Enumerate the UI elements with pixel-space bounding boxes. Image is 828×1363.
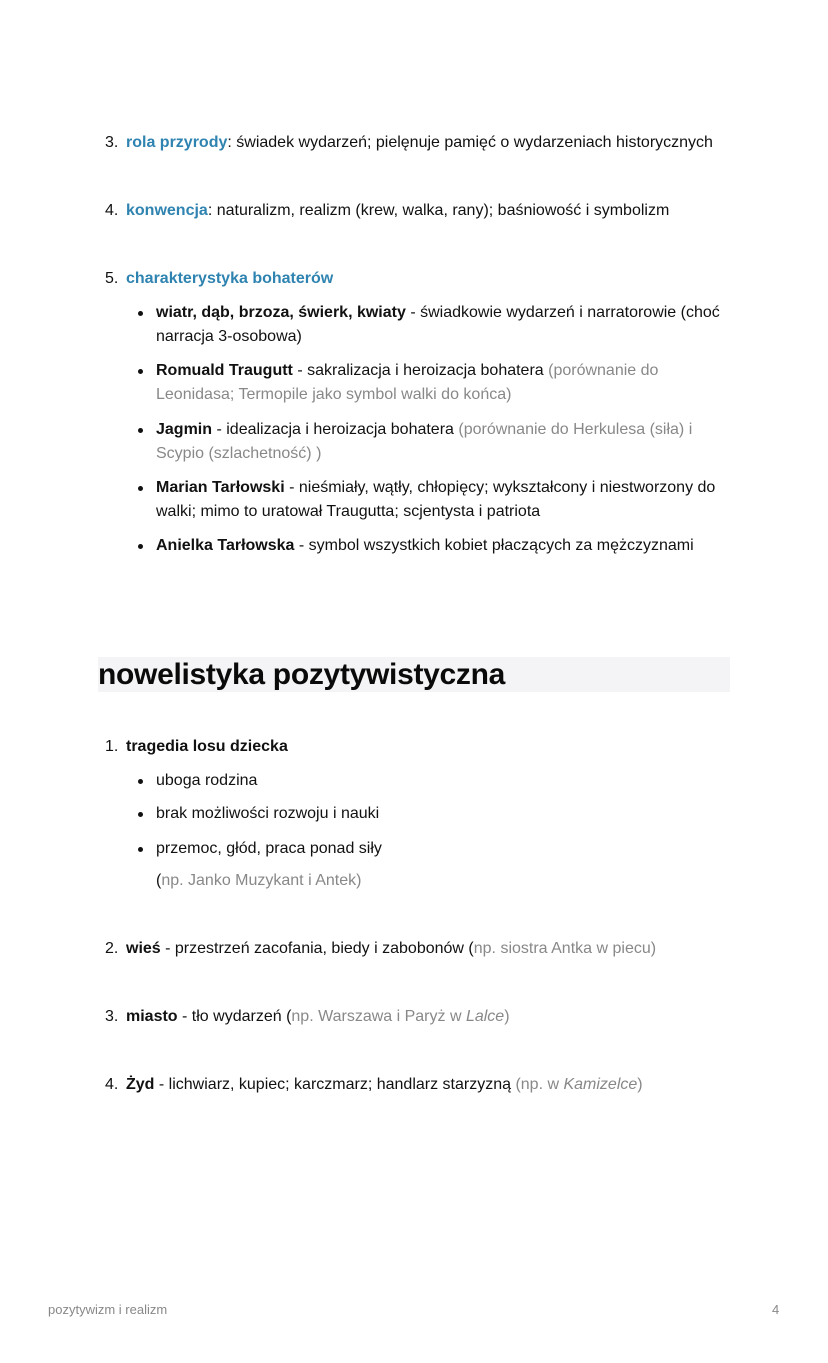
character-description: - sakralizacja i heroizacja bohatera <box>292 362 549 379</box>
description: - tło wydarzeń <box>177 1008 287 1025</box>
character-note: (porównanie do Herkulesa (siła) i Scypio (szlachetność) ) <box>156 421 693 462</box>
example-note <box>133 869 733 893</box>
term: konwencja <box>126 202 208 219</box>
list-bullet <box>133 802 733 826</box>
paren: ( <box>468 940 474 957</box>
term: wieś <box>126 940 161 957</box>
item-number: 5. <box>105 270 119 287</box>
bullet-icon <box>138 847 143 852</box>
term: Żyd <box>126 1076 155 1093</box>
character-name: Romuald Traugutt <box>156 362 293 379</box>
term: tragedia losu dziecka <box>126 738 288 755</box>
example-text: (np. w <box>515 1076 564 1093</box>
list-item-zyd <box>105 1073 735 1097</box>
work-title: Kamizelce <box>563 1076 638 1093</box>
list-item-rola-przyrody <box>105 131 735 155</box>
bullet-text: brak możliwości rozwoju i nauki <box>156 805 380 822</box>
list-item-tragedia <box>105 735 735 759</box>
list-item-charakterystyka <box>105 267 735 291</box>
description: - przestrzeń zacofania, biedy i zabobonów <box>160 940 469 957</box>
item-number: 4. <box>105 1076 119 1093</box>
character-name: Anielka Tarłowska <box>156 537 295 554</box>
item-number: 4. <box>105 202 119 219</box>
item-number: 1. <box>105 738 119 755</box>
character-name: Marian Tarłowski <box>156 479 285 496</box>
character-name: Jagmin <box>156 421 213 438</box>
character-item <box>133 301 733 349</box>
example-text: np. Warszawa i Paryż w <box>291 1008 466 1025</box>
character-item <box>133 534 733 558</box>
list-bullet <box>133 769 733 793</box>
list-item-wies <box>105 937 735 961</box>
character-item <box>133 418 733 466</box>
paren: ( <box>286 1008 292 1025</box>
item-number: 3. <box>105 1008 119 1025</box>
bullet-icon <box>138 311 143 316</box>
paren: ) <box>637 1076 643 1093</box>
description: - lichwiarz, kupiec; karczmarz; handlarz starzyzną <box>154 1076 516 1093</box>
item-number: 3. <box>105 134 119 151</box>
description: świadek wydarzeń; pielęnuje pamięć o wydarzeniach historycznych <box>231 134 713 151</box>
paren: ) <box>504 1008 510 1025</box>
example-text: np. siostra Antka w piecu <box>473 940 651 957</box>
separator: : <box>227 134 232 151</box>
bullet-icon <box>138 486 143 491</box>
list-bullet <box>133 837 733 861</box>
bullet-icon <box>138 544 143 549</box>
section-heading: nowelistyka pozytywistyczna <box>98 657 730 692</box>
bullet-icon <box>138 779 143 784</box>
work-title: Lalce <box>465 1008 505 1025</box>
term: rola przyrody <box>126 134 228 151</box>
paren: ) <box>356 872 362 889</box>
page-number: 4 <box>772 1302 780 1317</box>
bullet-text: uboga rodzina <box>156 772 258 789</box>
character-description: - nieśmiały, wątły, chłopięcy; wykształcony i niestworzony do walki; mimo to uratował Traugutta; scjentysta i patriota <box>156 479 716 520</box>
bullet-icon <box>138 812 143 817</box>
character-item <box>133 359 733 407</box>
example-text: np. Janko Muzykant i Antek <box>161 872 357 889</box>
character-item <box>133 476 733 524</box>
list-item-miasto <box>105 1005 735 1029</box>
separator: : <box>207 202 213 219</box>
character-description: - świadkowie wydarzeń i narratorowie (choć narracja 3-osobowa) <box>156 304 720 345</box>
bullet-text: przemoc, głód, praca ponad siły <box>156 840 382 857</box>
character-description: - symbol wszystkich kobiet płaczących za mężczyznami <box>294 537 694 554</box>
description: naturalizm, realizm (krew, walka, rany); baśniowość i symbolizm <box>212 202 670 219</box>
paren: ) <box>650 940 657 957</box>
character-note: (porównanie do Leonidasa; Termopile jako symbol walki do końca) <box>156 362 659 403</box>
term: charakterystyka bohaterów <box>126 270 334 287</box>
bullet-icon <box>138 428 143 433</box>
bullet-icon <box>138 369 143 374</box>
character-description: - idealizacja i heroizacja bohatera <box>212 421 459 438</box>
paren: ( <box>156 872 162 889</box>
term: miasto <box>126 1008 178 1025</box>
list-item-konwencja <box>105 199 735 223</box>
character-name: wiatr, dąb, brzoza, świerk, kwiaty <box>156 304 406 321</box>
footer-title: pozytywizm i realizm <box>48 1302 168 1317</box>
item-number: 2. <box>105 940 119 957</box>
